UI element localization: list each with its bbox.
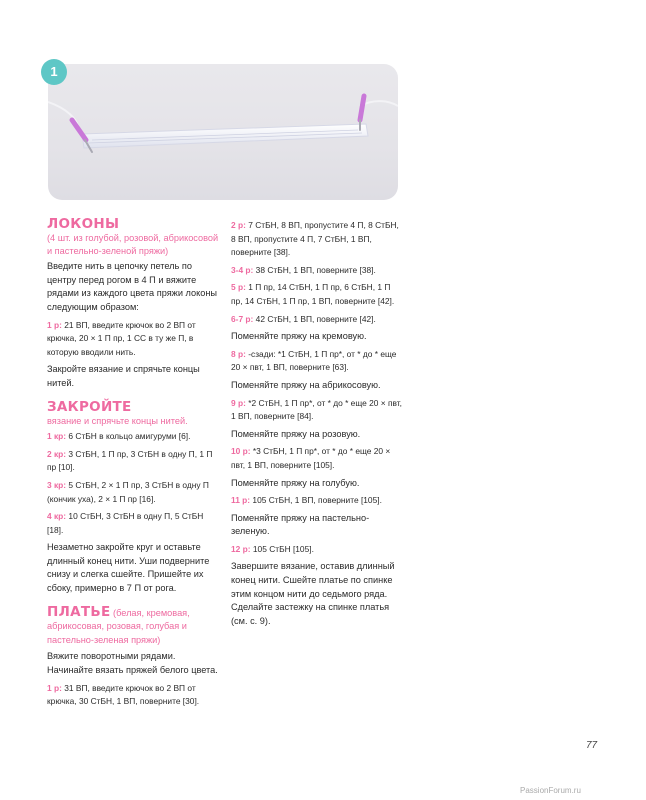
- row-instruction: 3-4 р: 38 СтБН, 1 ВП, поверните [38].: [231, 264, 376, 275]
- row-instruction: 12 р: 105 СтБН [105].: [231, 543, 314, 554]
- row-instruction: 8 р: -сзади: *1 СтБН, 1 П пр*, от * до * еще 20 × пвт, 1 ВП, поверните [63].: [231, 348, 397, 373]
- paragraph: Завершите вязание, оставив длинный конец нити. Сшейте платье по спинке этим концом нити до седьмого ряда. Сделайте застежку на спинке платья (см. с. 9).: [231, 561, 395, 626]
- watermark: PassionForum.ru: [520, 786, 581, 795]
- row-instruction: 2 р: 7 СтБН, 8 ВП, пропустите 4 П, 8 СтБН, 8 ВП, пропустите 4 П, 7 СтБН, 1 ВП, поверните [38].: [231, 220, 399, 258]
- color-change-note: Поменяйте пряжу на голубую.: [231, 477, 360, 488]
- round-instruction: 2 кр: 3 СтБН, 1 П пр, 3 СтБН в одну П, 1 П пр [10].: [47, 448, 213, 473]
- paragraph: Введите нить в цепочку петель по центру перед рогом в 4 П и вяжите рядами из каждого цвета пряжи локоны следующим образом:: [47, 261, 217, 312]
- color-change-note: Поменяйте пряжу на пастельно-зеленую.: [231, 512, 370, 537]
- paragraph: Незаметно закройте круг и оставьте длинный конец нити. Уши подверните снизу и слегка сшейте. Пришейте их сбоку, примерно в 7 П от рога.: [47, 542, 210, 594]
- section-subtitle-zakroyte: вязание и спрячьте концы нитей.: [47, 415, 188, 426]
- section-title-zakroyte: ЗАКРОЙТЕ: [47, 398, 132, 415]
- row-instruction: 11 р: 105 СтБН, 1 ВП, поверните [105].: [231, 495, 382, 506]
- crochet-chain-image: [48, 64, 398, 200]
- round-instruction: 4 кр: 10 СтБН, 3 СтБН в одну П, 5 СтБН [18].: [47, 511, 204, 535]
- page-number: 77: [586, 740, 598, 751]
- row-instruction: 5 р: 1 П пр, 14 СтБН, 1 П пр, 6 СтБН, 1 П пр, 14 СтБН, 1 П пр, 1 ВП, поверните [42].: [231, 282, 395, 306]
- section-title-lokony: ЛОКОНЫ: [47, 216, 120, 232]
- section-header-platye: [47, 604, 219, 648]
- crochet-photo: [48, 64, 398, 200]
- left-column: [47, 216, 219, 713]
- row-instruction: 1 р: 31 ВП, введите крючок во 2 ВП от крючка, 30 СтБН, 1 ВП, поверните [30].: [47, 682, 200, 707]
- color-change-note: Поменяйте пряжу на кремовую.: [231, 331, 367, 342]
- color-change-note: Поменяйте пряжу на абрикосовую.: [231, 379, 381, 390]
- step-number-badge: 1: [41, 59, 67, 85]
- paragraph: Закройте вязание и спрячьте концы нитей.: [47, 364, 200, 388]
- row-instruction: 9 р: *2 СтБН, 1 П пр*, от * до * еще 20 × пвт, 1 ВП, поверните [84].: [231, 397, 402, 422]
- row-instruction: 6-7 р: 42 СтБН, 1 ВП, поверните [42].: [231, 313, 376, 324]
- row-instruction: 1 р: 21 ВП, введите крючок во 2 ВП от крючка, 20 × 1 П пр, 1 СС в ту же П, в которую вводили нить.: [47, 319, 196, 357]
- paragraph: Вяжите поворотными рядами. Начинайте вязать пряжей белого цвета.: [47, 651, 218, 676]
- section-subtitle-lokony: (4 шт. из голубой, розовой, абрикосовой и пастельно-зеленой пряжи): [47, 233, 219, 256]
- section-title-platye: ПЛАТЬЕ: [47, 603, 111, 620]
- round-instruction: 1 кр: 6 СтБН в кольцо амигуруми [6].: [47, 431, 191, 442]
- row-instruction: 10 р: *3 СтБН, 1 П пр*, от * до * еще 20 × пвт, 1 ВП, поверните [105].: [231, 446, 391, 470]
- round-instruction: 3 кр: 5 СтБН, 2 × 1 П пр, 3 СтБН в одну П (кончик уха), 2 × 1 П пр [16].: [47, 479, 209, 504]
- section-subtitle-platye: (белая, кремовая, абрикосовая, розовая, голубая и пастельно-зеленая пряжи): [47, 607, 190, 645]
- color-change-note: Поменяйте пряжу на розовую.: [231, 428, 361, 439]
- right-column: [231, 216, 403, 632]
